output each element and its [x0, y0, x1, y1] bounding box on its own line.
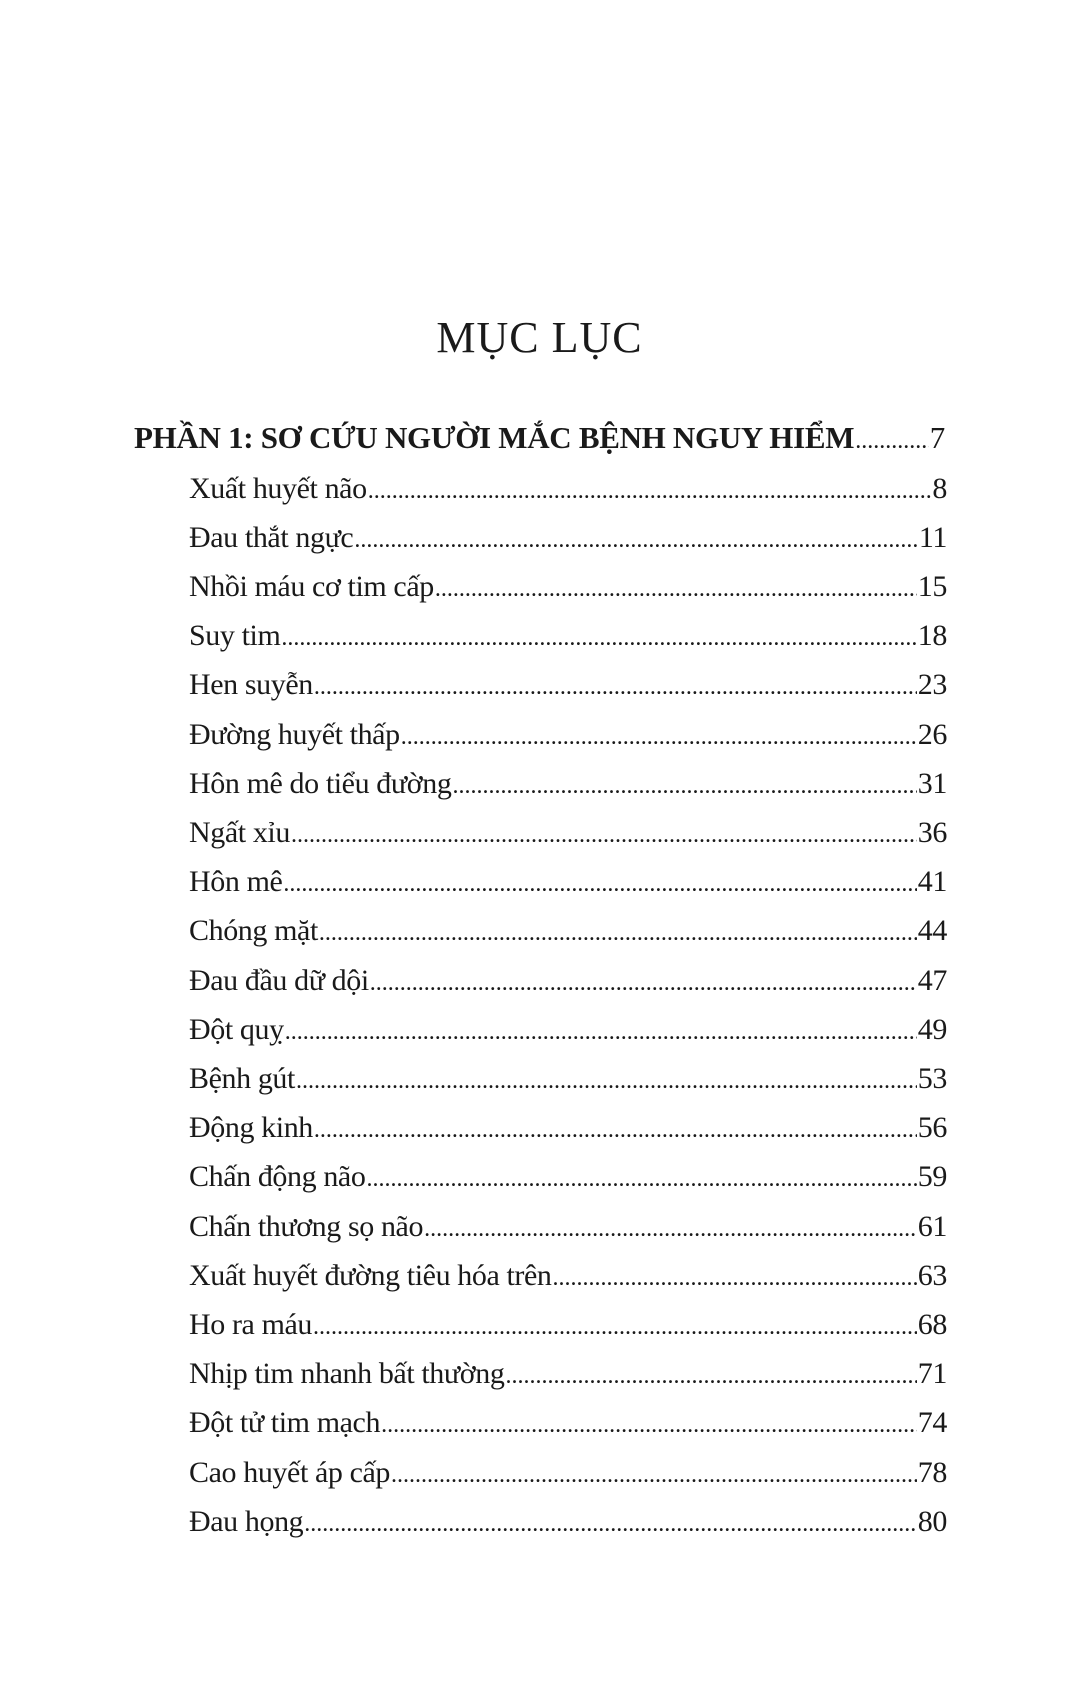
toc-page-number: 80 — [917, 1505, 947, 1538]
toc-page-number: 23 — [917, 668, 947, 701]
toc-entry[interactable] — [189, 1456, 947, 1490]
toc-leader-dots — [505, 1363, 916, 1390]
toc-page-number: 18 — [917, 619, 947, 652]
toc-entry[interactable] — [189, 865, 947, 899]
toc-part-label: PHẦN 1: SƠ CỨU NGƯỜI MẮC BỆNH NGUY HIỂM — [134, 420, 855, 455]
toc-page-number: 63 — [917, 1259, 947, 1292]
toc-leader-dots — [283, 871, 916, 898]
toc-leader-dots — [401, 724, 917, 751]
toc-entry-label: Xuất huyết đường tiêu hóa trên — [189, 1259, 552, 1292]
toc-page-number: 61 — [917, 1210, 947, 1243]
toc-page-number: 31 — [917, 767, 947, 800]
toc-entry-label: Đột quỵ — [189, 1013, 284, 1046]
toc-leader-dots — [291, 822, 917, 849]
toc-entry-label: Chấn thương sọ não — [189, 1210, 424, 1243]
toc-entry-label: Xuất huyết não — [189, 472, 367, 505]
toc-leader-dots — [281, 625, 916, 652]
toc-entry-label: Hôn mê do tiểu đường — [189, 767, 452, 800]
toc-entry-label: Đau thắt ngực — [189, 521, 354, 554]
toc-entry[interactable] — [189, 472, 947, 506]
toc-entry-label: Hôn mê — [189, 865, 283, 898]
toc-entry-label: Đột tử tim mạch — [189, 1406, 381, 1439]
toc-leader-dots — [370, 970, 917, 997]
toc-entry[interactable] — [189, 816, 947, 850]
toc-entry-label: Đau đầu dữ dội — [189, 964, 369, 997]
toc-leader-dots — [304, 1511, 917, 1538]
toc-entry[interactable] — [189, 1210, 947, 1244]
toc-entry-label: Chấn động não — [189, 1160, 366, 1193]
toc-entry[interactable] — [189, 1062, 947, 1096]
toc-page-number: 41 — [917, 865, 947, 898]
toc-leader-dots — [855, 428, 929, 455]
toc-entry[interactable] — [189, 914, 947, 948]
toc-entry[interactable] — [189, 1013, 947, 1047]
toc-entry[interactable] — [189, 1406, 947, 1440]
toc-entry-label: Chóng mặt — [189, 914, 318, 947]
toc-page-number: 68 — [917, 1308, 947, 1341]
toc-page-number: 56 — [917, 1111, 947, 1144]
toc-leader-dots — [553, 1265, 917, 1292]
toc-entry[interactable] — [189, 1505, 947, 1539]
toc-entry-label: Động kinh — [189, 1111, 313, 1144]
toc-leader-dots — [285, 1019, 917, 1046]
toc-leader-dots — [296, 1068, 917, 1095]
toc-leader-dots — [313, 1314, 917, 1341]
toc-entry-label: Cao huyết áp cấp — [189, 1456, 391, 1489]
toc-entry-label: Ngất xỉu — [189, 816, 290, 849]
toc-entry-label: Suy tim — [189, 619, 281, 652]
toc-entry[interactable] — [189, 1308, 947, 1342]
toc-entry-label: Bệnh gút — [189, 1062, 295, 1095]
toc-leader-dots — [366, 1166, 916, 1193]
toc-page-number: 53 — [917, 1062, 947, 1095]
toc-leader-dots — [314, 1117, 917, 1144]
toc-page-number: 11 — [918, 521, 947, 554]
toc-entry[interactable] — [189, 619, 947, 653]
toc-entry[interactable] — [189, 1357, 947, 1391]
toc-leader-dots — [319, 920, 917, 947]
toc-page-number: 36 — [917, 816, 947, 849]
toc-entry-label: Nhịp tim nhanh bất thường — [189, 1357, 505, 1390]
toc-entry[interactable] — [189, 1259, 947, 1293]
toc-leader-dots — [368, 478, 932, 505]
toc-leader-dots — [424, 1216, 917, 1243]
toc-page-number: 47 — [917, 964, 947, 997]
toc-page-number: 8 — [932, 472, 947, 505]
toc-leader-dots — [391, 1462, 917, 1489]
toc-entry[interactable] — [189, 1160, 947, 1194]
toc-page-number: 59 — [917, 1160, 947, 1193]
toc-page-number: 78 — [917, 1456, 947, 1489]
toc-page-number: 74 — [917, 1406, 947, 1439]
toc-page-number: 49 — [917, 1013, 947, 1046]
toc-part-heading[interactable] — [134, 420, 945, 456]
toc-entry[interactable] — [189, 718, 947, 752]
toc-leader-dots — [452, 773, 916, 800]
toc-entry-label: Hen suyễn — [189, 668, 313, 701]
toc-page-number: 71 — [917, 1357, 947, 1390]
toc-entry[interactable] — [189, 521, 947, 555]
toc-entry-label: Đau họng — [189, 1505, 304, 1538]
toc-entry-label: Đường huyết thấp — [189, 718, 400, 751]
toc-leader-dots — [354, 527, 918, 554]
toc-entry[interactable] — [189, 767, 947, 801]
toc-page-number: 26 — [917, 718, 947, 751]
toc-entry[interactable] — [189, 964, 947, 998]
toc-entry[interactable] — [189, 570, 947, 604]
toc-entry-label: Nhồi máu cơ tim cấp — [189, 570, 434, 603]
page-title: MỤC LỤC — [436, 313, 643, 362]
toc-leader-dots — [381, 1412, 917, 1439]
toc-leader-dots — [435, 576, 917, 603]
toc-entry[interactable] — [189, 1111, 947, 1145]
toc-page-number: 15 — [917, 570, 947, 603]
toc-entry-label: Ho ra máu — [189, 1308, 313, 1341]
toc-page-number: 44 — [917, 914, 947, 947]
toc-leader-dots — [314, 674, 917, 701]
toc-entry[interactable] — [189, 668, 947, 702]
toc-page-number: 7 — [929, 420, 945, 455]
